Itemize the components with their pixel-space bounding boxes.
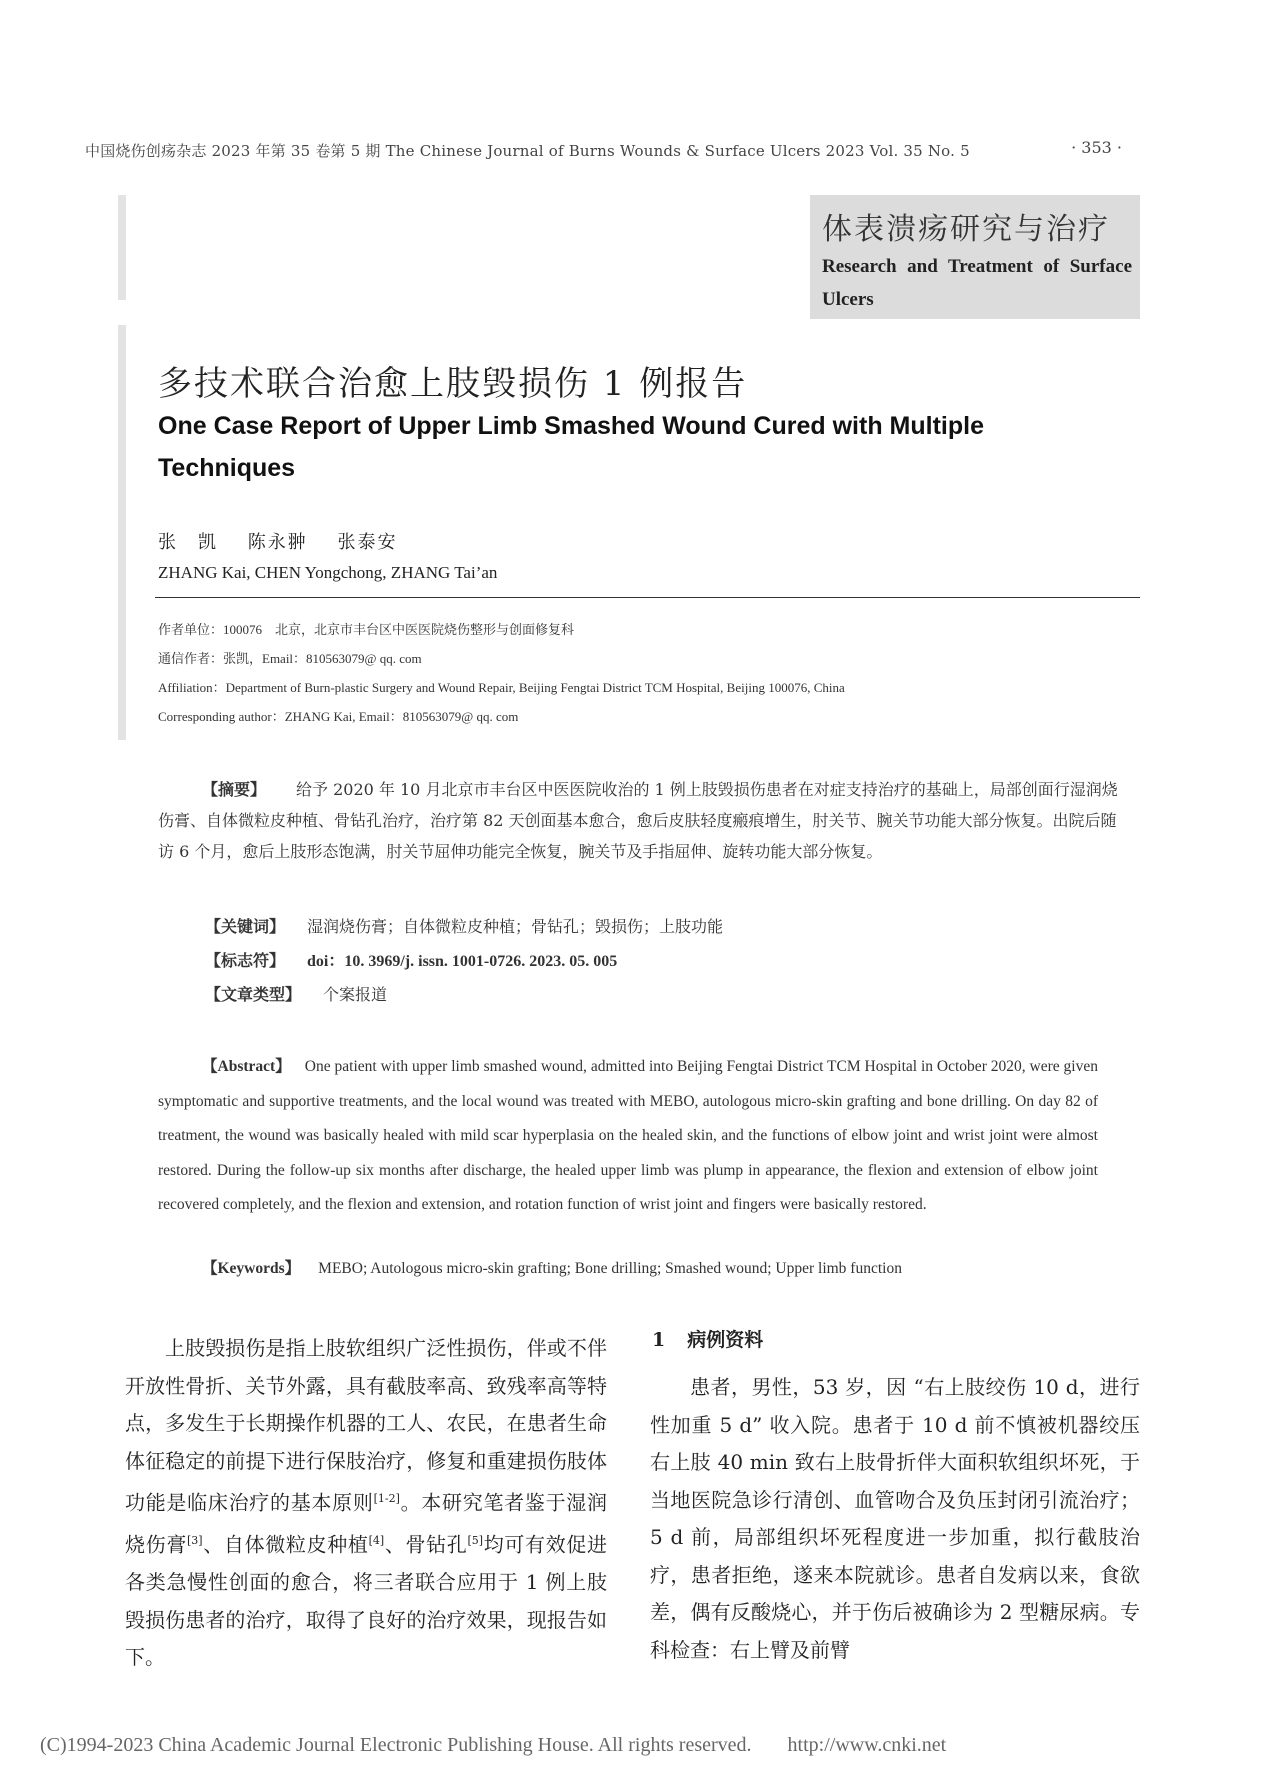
doi-label: 【标志符】 [205,951,286,970]
keywords-en-text: MEBO; Autologous micro-skin grafting; Bone drilling; Smashed wound; Upper limb function [318,1260,902,1277]
intro-text: 上肢毁损伤是指上肢软组织广泛性损伤，伴或不伴开放性骨折、关节外露，具有截肢率高、致残率高等特点，多发生于长期操作机器的工人、农民，在患者生命体征稳定的前提下进行保肢治疗，修复和重建损伤肢体功能是临床治疗的基本原则 [125,1336,607,1515]
section-number: 1 [652,1329,666,1351]
running-header: 中国烧伤创疡杂志 2023 年第 35 卷第 5 期 The Chinese Journal of Burns Wounds & Surface Ulcers 2023 Vol. 35 No. 5 [85,142,970,160]
intro-text: 、自体微粒皮种植 [202,1532,369,1557]
intro-text: 均可有效促进各类急慢性创面的愈合，将三者联合应用于 1 例上肢毁损伤患者的治疗，取得了良好的治疗效果，现报告如下。 [125,1532,608,1670]
keywords-en-label: 【Keywords】 [202,1260,301,1277]
section-heading-text: 病例资料 [687,1329,764,1351]
page-number: · 353 · [1071,138,1122,157]
article-type [205,982,387,1005]
correspondence-en: Corresponding author：ZHANG Kai, Email：810563079@ qq. com [158,709,519,724]
copyright-footer [40,1734,946,1757]
copyright-text: (C)1994-2023 China Academic Journal Electronic Publishing House. All rights reserved. [40,1734,752,1756]
intro-text: 。本研究笔者鉴于湿润烧伤膏 [125,1490,608,1557]
article-title-en: One Case Report of Upper Limb Smashed Wound Cured with Multiple Techniques [158,412,984,482]
abstract-en-text: One patient with upper limb smashed wound, admitted into Beijing Fengtai District TCM Hospital in October 2020, were given symptomatic and supportive treatments, and the local wound was treated with MEBO, autologous micro-skin grafting and bone drilling. On day 82 of treatment, the wound was basically healed with mild scar hyperplasia on the healed skin, and the functions of elbow joint and wrist joint were almost restored. During the follow-up six months after discharge, the healed upper limb was plump in appearance, the flexion and extension of elbow joint recovered completely, and the flexion and extension, and rotation function of wrist joint and fingers were basically restored. [158,1058,1098,1213]
keywords-en [202,1256,902,1278]
author-cn: 张 凯 [158,532,218,553]
article-type-text: 个案报道 [323,985,388,1004]
doi-text: doi：10. 3969/j. issn. 1001-0726. 2023. 05. 005 [307,953,618,970]
keywords-cn-text: 湿润烧伤膏；自体微粒皮种植；骨钻孔；毁损伤；上肢功能 [307,917,724,936]
author-cn: 陈永翀 [247,532,308,553]
sidebar-decoration [118,195,126,300]
intro-paragraph [125,1330,607,1677]
abstract-en-label: 【Abstract】 [202,1058,291,1075]
authors-en: ZHANG Kai, CHEN Yongchong, ZHANG Tai’an [158,563,498,582]
divider [155,597,1140,598]
article-type-label: 【文章类型】 [205,985,302,1004]
section-heading [652,1325,763,1352]
correspondence-cn: 通信作者：张凯，Email：810563079@ qq. com [158,651,422,666]
section-title-cn: 体表溃疡研究与治疗 [822,212,1110,247]
abstract-en [158,1050,1098,1223]
case-paragraph: 患者，男性，53 岁，因 “右上肢绞伤 10 d，进行性加重 5 d” 收入院。患者于 10 d 前不慎被机器绞压右上肢 40 min 致右上肢骨折伴大面积软组织坏死，于当地医院急诊行清创、血管吻合及负压封闭引流治疗；5 d 前，局部组织坏死程度进一步加重，拟行截肢治疗，患者拒绝，遂来本院就诊。患者自发病以来，食欲差，偶有反酸烧心，并于伤后被确诊为 2 型糖尿病。专科检查：右上臂及前臂 [650,1375,1140,1662]
doi-line [205,948,617,971]
affiliation-en: Affiliation：Department of Burn-plastic Surgery and Wound Repair, Beijing Fengtai District TCM Hospital, Beijing 100076, China [158,680,845,695]
abstract-cn-text: 给予 2020 年 10 月北京市丰台区中医医院收治的 1 例上肢毁损伤患者在对症支持治疗的基础上，局部创面行湿润烧伤膏、自体微粒皮种植、骨钻孔治疗，治疗第 82 天创面基本愈合，愈后皮肤轻度瘢痕增生，肘关节、腕关节功能大部分恢复。出院后随访 6 个月，愈后上肢形态饱满，肘关节屈伸功能完全恢复，腕关节及手指屈伸、旋转功能大部分恢复。 [158,780,1118,861]
footer-url[interactable]: http://www.cnki.net [787,1734,947,1756]
keywords-cn [205,914,723,937]
intro-text: 、骨钻孔 [384,1532,468,1557]
citation: [5] [467,1534,484,1548]
citation: [4] [368,1534,385,1548]
citation: [3] [187,1534,203,1548]
author-cn: 张泰安 [337,532,398,553]
keywords-cn-label: 【关键词】 [205,917,286,936]
section-title-en: Research and Treatment of Surface Ulcers [822,256,1132,310]
affiliation-cn: 作者单位：100076 北京，北京市丰台区中医医院烧伤整形与创面修复科 [158,622,575,637]
abstract-cn-label: 【摘要】 [202,780,267,799]
authors-cn [158,528,419,554]
abstract-cn [158,774,1123,867]
sidebar-decoration [118,325,126,740]
citation: [1-2] [373,1492,400,1505]
article-title-cn: 多技术联合治愈上肢毁损伤 1 例报告 [158,364,748,404]
